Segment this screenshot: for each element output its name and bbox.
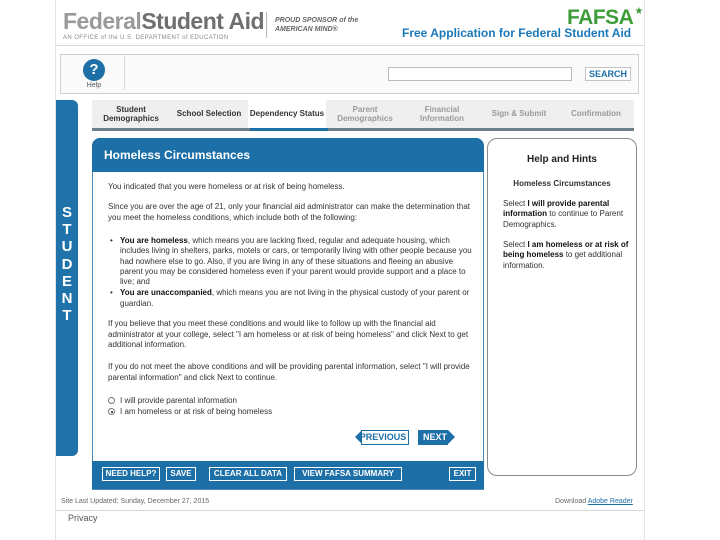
student-letter: E (61, 272, 72, 290)
hint-suffix: to continue to Parent Demographics. (503, 209, 624, 229)
site-last-updated: Site Last Updated: Sunday, December 27, 2015 (61, 498, 210, 505)
student-letter: N (61, 290, 73, 308)
fafsa-logo-text: FAFSA (567, 6, 634, 29)
save-button[interactable]: SAVE (166, 467, 196, 481)
clear-all-data-button[interactable]: CLEAR ALL DATA (209, 467, 287, 481)
radio-button-selected[interactable] (108, 408, 115, 415)
brand-bold: Student Aid (141, 8, 265, 34)
footer-divider (55, 510, 644, 511)
radio-button[interactable] (108, 397, 115, 404)
sponsor-text: PROUD SPONSOR of the AMERICAN MIND® (275, 17, 359, 33)
tab-financial-information: Financial Information (420, 104, 464, 123)
tab-student-demographics[interactable]: Student Demographics (103, 104, 159, 123)
tab-dependency-status[interactable]: Dependency Status (248, 100, 326, 128)
star-icon: ★ (634, 6, 643, 17)
search-button[interactable]: SEARCH (585, 67, 631, 81)
help-title: Help and Hints (526, 154, 597, 165)
hint-option: I will provide parental information (503, 199, 610, 219)
follow-up-paragraph: If you believe that you meet these conditions and would like to follow up with the financial aid administrator at your college, select "I am homeless or at risk of being homeless" and click Next to get additional information. (108, 319, 469, 349)
student-letter: S (61, 204, 72, 221)
hint-prefix: Select (503, 240, 528, 249)
help-button[interactable] (81, 59, 107, 89)
brand-light: Federal (63, 8, 142, 34)
continue-paragraph: If you do not meet the above conditions and will be providing parental information, select "I will provide parental information" and click Next to continue. (108, 362, 470, 382)
tab-parent-demographics: Parent Demographics (337, 104, 393, 123)
condition-title: You are homeless (120, 236, 188, 245)
toolbar-divider (124, 56, 125, 90)
header-divider-line (55, 45, 644, 46)
condition-title: You are unaccompanied (120, 288, 212, 298)
condition-text: , which means you are lacking fixed, regular and adequate housing, which includes living in shelters, parks, motels or cars, or temporarily living with other people because you had nowhere else to go. Also, if you are living in any of these situations and fleeing an abusive parent you may be considered homeless even if your parent would provide support and a place to live; and (120, 236, 472, 287)
option-parental-info[interactable] (108, 396, 237, 405)
age-paragraph: Since you are over the age of 21, only your financial aid administrator can make the determination that you meet the homeless conditions, which include both of the following: (108, 202, 470, 222)
tab-sign-submit: Sign & Submit (491, 109, 547, 119)
list-item (110, 288, 472, 309)
help-hint-parental (503, 199, 631, 230)
option-label: I will provide parental information (120, 396, 237, 405)
condition-text: , which means you are not living in the physical custody of your parent or guardian. (120, 288, 470, 308)
download-prefix: Download (555, 498, 588, 505)
federal-student-aid-logo[interactable] (63, 8, 264, 41)
student-letter: U (61, 238, 73, 256)
previous-button[interactable]: PREVIOUS (359, 432, 407, 442)
current-tab-indicator (250, 128, 328, 131)
need-help-button[interactable]: NEED HELP? (102, 467, 160, 481)
search-input[interactable] (388, 67, 572, 81)
hint-prefix: Select (503, 199, 528, 208)
tab-school-selection[interactable]: School Selection (176, 109, 242, 119)
conditions-list (110, 236, 472, 310)
tab-confirmation: Confirmation (571, 109, 621, 119)
option-homeless[interactable] (108, 407, 272, 416)
hint-suffix: to get additional information. (503, 250, 623, 270)
privacy-link[interactable]: Privacy (68, 513, 98, 523)
exit-button[interactable]: EXIT (449, 467, 476, 481)
student-letter: D (61, 255, 73, 273)
student-letter: T (62, 307, 72, 325)
help-subtitle: Homeless Circumstances (513, 179, 611, 188)
student-letter: T (62, 221, 72, 239)
help-label: Help (86, 82, 102, 89)
header-divider (266, 12, 267, 38)
view-fafsa-summary-button[interactable]: VIEW FAFSA SUMMARY (294, 467, 402, 481)
intro-text: You indicated that you were homeless or at risk of being homeless. (108, 182, 345, 191)
help-hint-homeless (503, 240, 631, 271)
adobe-reader-link[interactable]: Adobe Reader (587, 498, 633, 505)
student-vertical-label (59, 204, 75, 324)
hint-option: I am homeless or at risk of being homeless (503, 240, 629, 260)
tabs-underline (92, 128, 634, 131)
fafsa-subtitle: Free Application for Federal Student Aid (402, 26, 632, 40)
option-label: I am homeless or at risk of being homeless (120, 407, 273, 416)
next-button[interactable]: NEXT (422, 432, 447, 442)
question-mark-icon: ? (83, 59, 105, 81)
help-hints-panel (487, 138, 637, 476)
list-item (110, 236, 472, 287)
brand-tagline: AN OFFICE of the U.S. DEPARTMENT of EDUCATION (63, 35, 229, 41)
download-reader (555, 498, 633, 505)
page-title: Homeless Circumstances (104, 148, 251, 162)
